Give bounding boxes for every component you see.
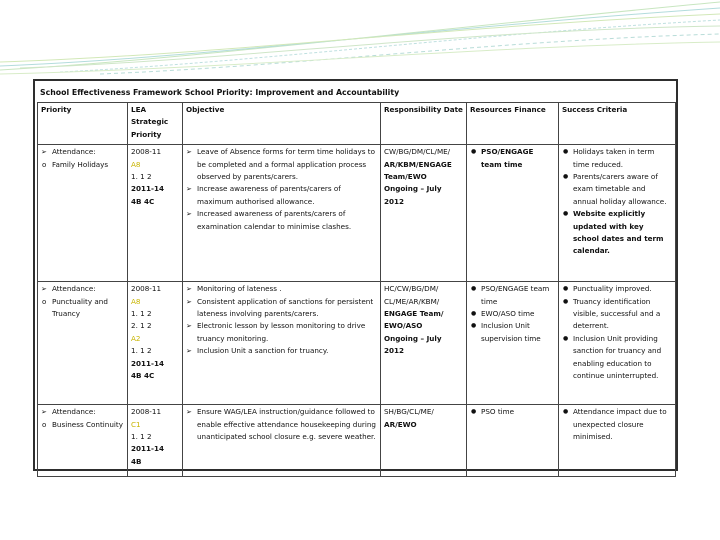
objective-item: ➢ Ensure WAG/LEA instruction/guidance followed to enable effective attendance housekeeping during unanticipated school closure e.g. severe weather.: [186, 406, 377, 443]
success-cell: [559, 405, 676, 477]
lea-item: 1. 1 2: [131, 346, 152, 356]
lea-year: 2008-11: [131, 284, 162, 294]
arrow-bullet-item: ➢ Attendance:: [41, 146, 124, 158]
priority-table: [37, 102, 676, 477]
priority-cell: [38, 282, 128, 405]
responsibility-line: AR/KBM/ENGAGE: [384, 159, 452, 169]
responsibility-line: ENGAGE Team/: [384, 309, 444, 319]
lea-cell: [128, 282, 183, 405]
header-responsibility: Responsibility Date: [381, 103, 467, 145]
lea-tail: 4B: [131, 456, 142, 466]
resources-cell: [467, 145, 559, 282]
table-row: [38, 145, 676, 282]
lea-item: 1. 1 2: [131, 309, 152, 319]
header-objective: Objective: [183, 103, 381, 145]
lea-year2: 2011-14: [131, 444, 164, 454]
lea-code: A8: [131, 296, 141, 306]
success-item: ● Attendance impact due to unexpected closure minimised.: [562, 406, 672, 443]
resource-item: ● PSO/ENGAGE team time: [470, 146, 555, 171]
responsibility-cell: [381, 282, 467, 405]
lea-code: A8: [131, 159, 141, 169]
table-header-row: [38, 103, 676, 145]
resource-item: ● Inclusion Unit supervision time: [470, 320, 555, 345]
objective-item: ➢ Electronic lesson by lesson monitoring to drive truancy monitoring.: [186, 320, 377, 345]
responsibility-cell: [381, 405, 467, 477]
success-item: ● Website explicitly updated with key school dates and term calendar.: [562, 208, 672, 258]
responsibility-line: SH/BG/CL/ME/: [384, 407, 434, 417]
objective-item: ➢ Leave of Absence forms for term time holidays to be completed and a formal application process observed by parents/carers.: [186, 146, 377, 183]
priority-cell: [38, 145, 128, 282]
responsibility-line: 2012: [384, 196, 405, 206]
document-frame: [33, 79, 678, 471]
success-cell: [559, 282, 676, 405]
resource-item: ● PSO/ENGAGE team time: [470, 283, 555, 308]
responsibility-line: AR/EWO: [384, 419, 417, 429]
objective-item: ➢ Monitoring of lateness .: [186, 283, 377, 295]
responsibility-line: 2012: [384, 346, 405, 356]
objective-item: ➢ Increased awareness of parents/carers of examination calendar to minimise clashes.: [186, 208, 377, 233]
circle-bullet-item: o Family Holidays: [41, 159, 124, 171]
resources-cell: [467, 282, 559, 405]
success-item: ● Truancy identification visible, successful and a deterrent.: [562, 296, 672, 333]
lea-item: 1. 1 2: [131, 432, 152, 442]
objective-item: ➢ Inclusion Unit a sanction for truancy.: [186, 345, 377, 357]
lea-cell: [128, 145, 183, 282]
lea-code: A2: [131, 333, 141, 343]
objective-item: ➢ Consistent application of sanctions for persistent lateness involving parents/carers.: [186, 296, 377, 321]
objective-cell: [183, 145, 381, 282]
circle-bullet-item: o Punctuality and Truancy: [41, 296, 124, 321]
header-resources: Resources Finance: [467, 103, 559, 145]
header-priority: Priority: [38, 103, 128, 145]
header-success: Success Criteria: [559, 103, 676, 145]
lea-year: 2008-11: [131, 147, 162, 157]
lea-year2: 2011-14: [131, 358, 164, 368]
success-item: ● Holidays taken in term time reduced.: [562, 146, 672, 171]
lea-code: C1: [131, 419, 141, 429]
responsibility-line: CW/BG/DM/CL/ME/: [384, 147, 451, 157]
success-item: ● Punctuality improved.: [562, 283, 672, 295]
header-lea: LEA Strategic Priority: [128, 103, 183, 145]
lea-tail: 4B 4C: [131, 196, 155, 206]
page-title: School Effectiveness Framework School Priority: Improvement and Accountability: [40, 88, 400, 97]
success-item: ● Inclusion Unit providing sanction for truancy and enabling education to continue uninterrupted.: [562, 333, 672, 383]
arrow-bullet-item: ➢ Attendance:: [41, 283, 124, 295]
objective-item: ➢ Increase awareness of parents/carers of maximum authorised allowance.: [186, 183, 377, 208]
lea-year2: 2011-14: [131, 184, 164, 194]
lea-year: 2008-11: [131, 407, 162, 417]
circle-bullet-item: o Business Continuity: [41, 419, 124, 431]
responsibility-line: CL/ME/AR/KBM/: [384, 296, 440, 306]
success-cell: [559, 145, 676, 282]
success-item: ● Parents/carers aware of exam timetable and annual holiday allowance.: [562, 171, 672, 208]
responsibility-line: Ongoing – July: [384, 184, 442, 194]
table-row: [38, 282, 676, 405]
responsibility-cell: [381, 145, 467, 282]
lea-tail: 4B 4C: [131, 371, 155, 381]
responsibility-line: Team/EWO: [384, 172, 427, 182]
priority-cell: [38, 405, 128, 477]
table-row: [38, 405, 676, 477]
responsibility-line: Ongoing – July: [384, 333, 442, 343]
objective-cell: [183, 405, 381, 477]
lea-item: 2. 1 2: [131, 321, 152, 331]
objective-cell: [183, 282, 381, 405]
header-swoosh-decoration: [0, 0, 720, 75]
responsibility-line: EWO/ASO: [384, 321, 423, 331]
responsibility-line: HC/CW/BG/DM/: [384, 284, 439, 294]
resources-cell: [467, 405, 559, 477]
resource-item: ● PSO time: [470, 406, 555, 418]
arrow-bullet-item: ➢ Attendance:: [41, 406, 124, 418]
resource-item: ● EWO/ASO time: [470, 308, 555, 320]
lea-cell: [128, 405, 183, 477]
lea-item: 1. 1 2: [131, 172, 152, 182]
